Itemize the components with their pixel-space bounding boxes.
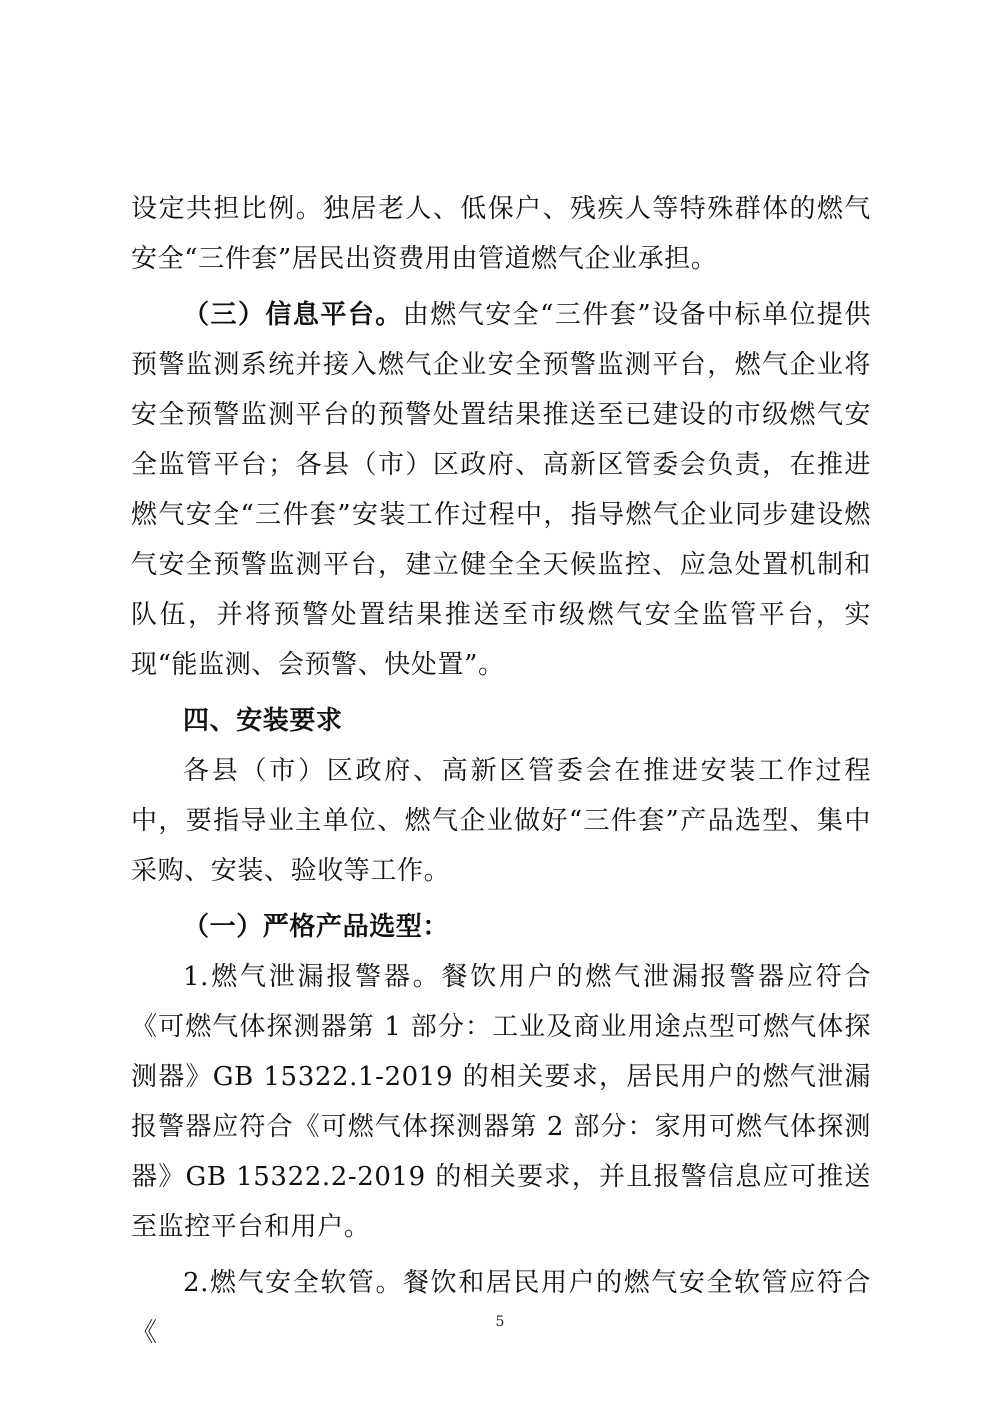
paragraph-installation-intro: 各县（市）区政府、高新区管委会在推进安装工作过程中，要指导业主单位、燃气企业做好“三件套”产品选型、集中采购、安装、验收等工作。 — [131, 756, 871, 886]
section-heading-installation: 四、安装要求 — [183, 706, 343, 736]
paragraph-cost-sharing: 设定共担比例。独居老人、低保户、残疾人等特殊群体的燃气安全“三件套”居民出资费用由管道燃气企业承担。 — [131, 194, 871, 274]
section-lead-info-platform: （三）信息平台。 — [183, 300, 403, 330]
paragraph-safety-hose: 2.燃气安全软管。餐饮和居民用户的燃气安全软管应符合《 — [131, 1268, 871, 1348]
paragraph-gas-alarm: 1.燃气泄漏报警器。餐饮用户的燃气泄漏报警器应符合《可燃气体探测器第 1 部分：工业及商业用途点型可燃气体探测器》GB 15322.1-2019 的相关要求，居民用户的燃气泄漏报警器应符合《可燃气体探测器第 2 部分：家用可燃气体探测器》GB 15322.2-2019 的相关要求，并且报警信息应可推送至监控平台和用户。 — [131, 962, 871, 1242]
sub-heading-product-selection: （一）严格产品选型： — [183, 912, 450, 942]
paragraph-info-platform-body: 由燃气安全“三件套”设备中标单位提供预警监测系统并接入燃气企业安全预警监测平台，燃气企业将安全预警监测平台的预警处置结果推送至已建设的市级燃气安全监管平台；各县（市）区政府、高新区管委会负责，在推进燃气安全“三件套”安装工作过程中，指导燃气企业同步建设燃气安全预警监测平台，建立健全全天候监控、应急处置机制和队伍，并将预警处置结果推送至市级燃气安全监管平台，实现“能监测、会预警、快处置”。 — [131, 300, 871, 680]
paragraph-info-platform — [131, 290, 871, 690]
document-body — [131, 184, 871, 1358]
page-number: 5 — [495, 1314, 505, 1330]
